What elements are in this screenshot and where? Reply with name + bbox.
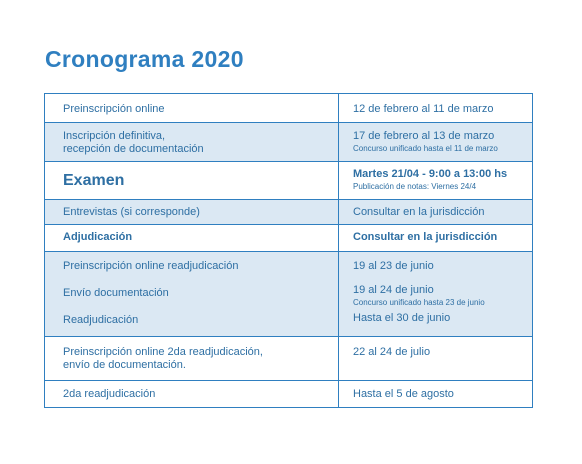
table-row bbox=[45, 123, 533, 162]
date-cell bbox=[339, 123, 533, 162]
activity-label: Adjudicación bbox=[63, 231, 133, 243]
date-cell bbox=[339, 94, 533, 123]
schedule-table bbox=[44, 93, 533, 408]
table-row bbox=[45, 225, 533, 252]
activity-label: envío de documentación. bbox=[63, 359, 186, 371]
date-cell bbox=[339, 225, 533, 252]
activity-cell bbox=[45, 252, 339, 337]
date-label: Consultar en la jurisdicción bbox=[353, 231, 498, 243]
activity-cell bbox=[45, 200, 339, 225]
activity-label: Envío documentación bbox=[63, 287, 169, 299]
date-note: Concurso unificado hasta 23 de junio bbox=[353, 298, 485, 307]
date-label: 22 al 24 de julio bbox=[353, 346, 431, 358]
activity-cell bbox=[45, 123, 339, 162]
activity-label: Entrevistas (si corresponde) bbox=[63, 206, 200, 218]
table-row bbox=[45, 337, 533, 381]
date-label: Martes 21/04 - 9:00 a 13:00 hs bbox=[353, 168, 508, 180]
date-label: Consultar en la jurisdicción bbox=[353, 206, 485, 218]
date-label: Hasta el 30 de junio bbox=[353, 312, 451, 324]
activity-label: Preinscripción online 2da readjudicación, bbox=[63, 346, 263, 358]
exam-label: Examen bbox=[63, 172, 125, 189]
activity-label: Preinscripción online readjudicación bbox=[63, 260, 239, 272]
activity-label: 2da readjudicación bbox=[63, 388, 156, 400]
activity-cell bbox=[45, 337, 339, 381]
date-label: 19 al 24 de junio bbox=[353, 284, 434, 296]
date-cell bbox=[339, 381, 533, 408]
table-row bbox=[45, 94, 533, 123]
activity-label: Readjudicación bbox=[63, 314, 139, 326]
activity-cell bbox=[45, 162, 339, 200]
date-label: 12 de febrero al 11 de marzo bbox=[353, 103, 494, 115]
date-cell bbox=[339, 337, 533, 381]
date-label: 19 al 23 de junio bbox=[353, 260, 434, 272]
date-note: Concurso unificado hasta el 11 de marzo bbox=[353, 144, 498, 153]
table-row bbox=[45, 252, 533, 337]
page-title: Cronograma 2020 bbox=[45, 46, 244, 72]
activity-cell bbox=[45, 381, 339, 408]
date-label: Hasta el 5 de agosto bbox=[353, 388, 454, 400]
table-row bbox=[45, 200, 533, 225]
activity-cell bbox=[45, 94, 339, 123]
table-row bbox=[45, 162, 533, 200]
activity-label: Preinscripción online bbox=[63, 103, 165, 115]
date-cell bbox=[339, 162, 533, 200]
date-label: 17 de febrero al 13 de marzo bbox=[353, 130, 495, 142]
activity-label: Inscripción definitiva, bbox=[63, 130, 166, 142]
activity-cell bbox=[45, 225, 339, 252]
table-row bbox=[45, 381, 533, 408]
date-cell bbox=[339, 200, 533, 225]
activity-label: recepción de documentación bbox=[63, 143, 204, 155]
date-note: Publicación de notas: Viernes 24/4 bbox=[353, 182, 477, 191]
date-cell bbox=[339, 252, 533, 337]
